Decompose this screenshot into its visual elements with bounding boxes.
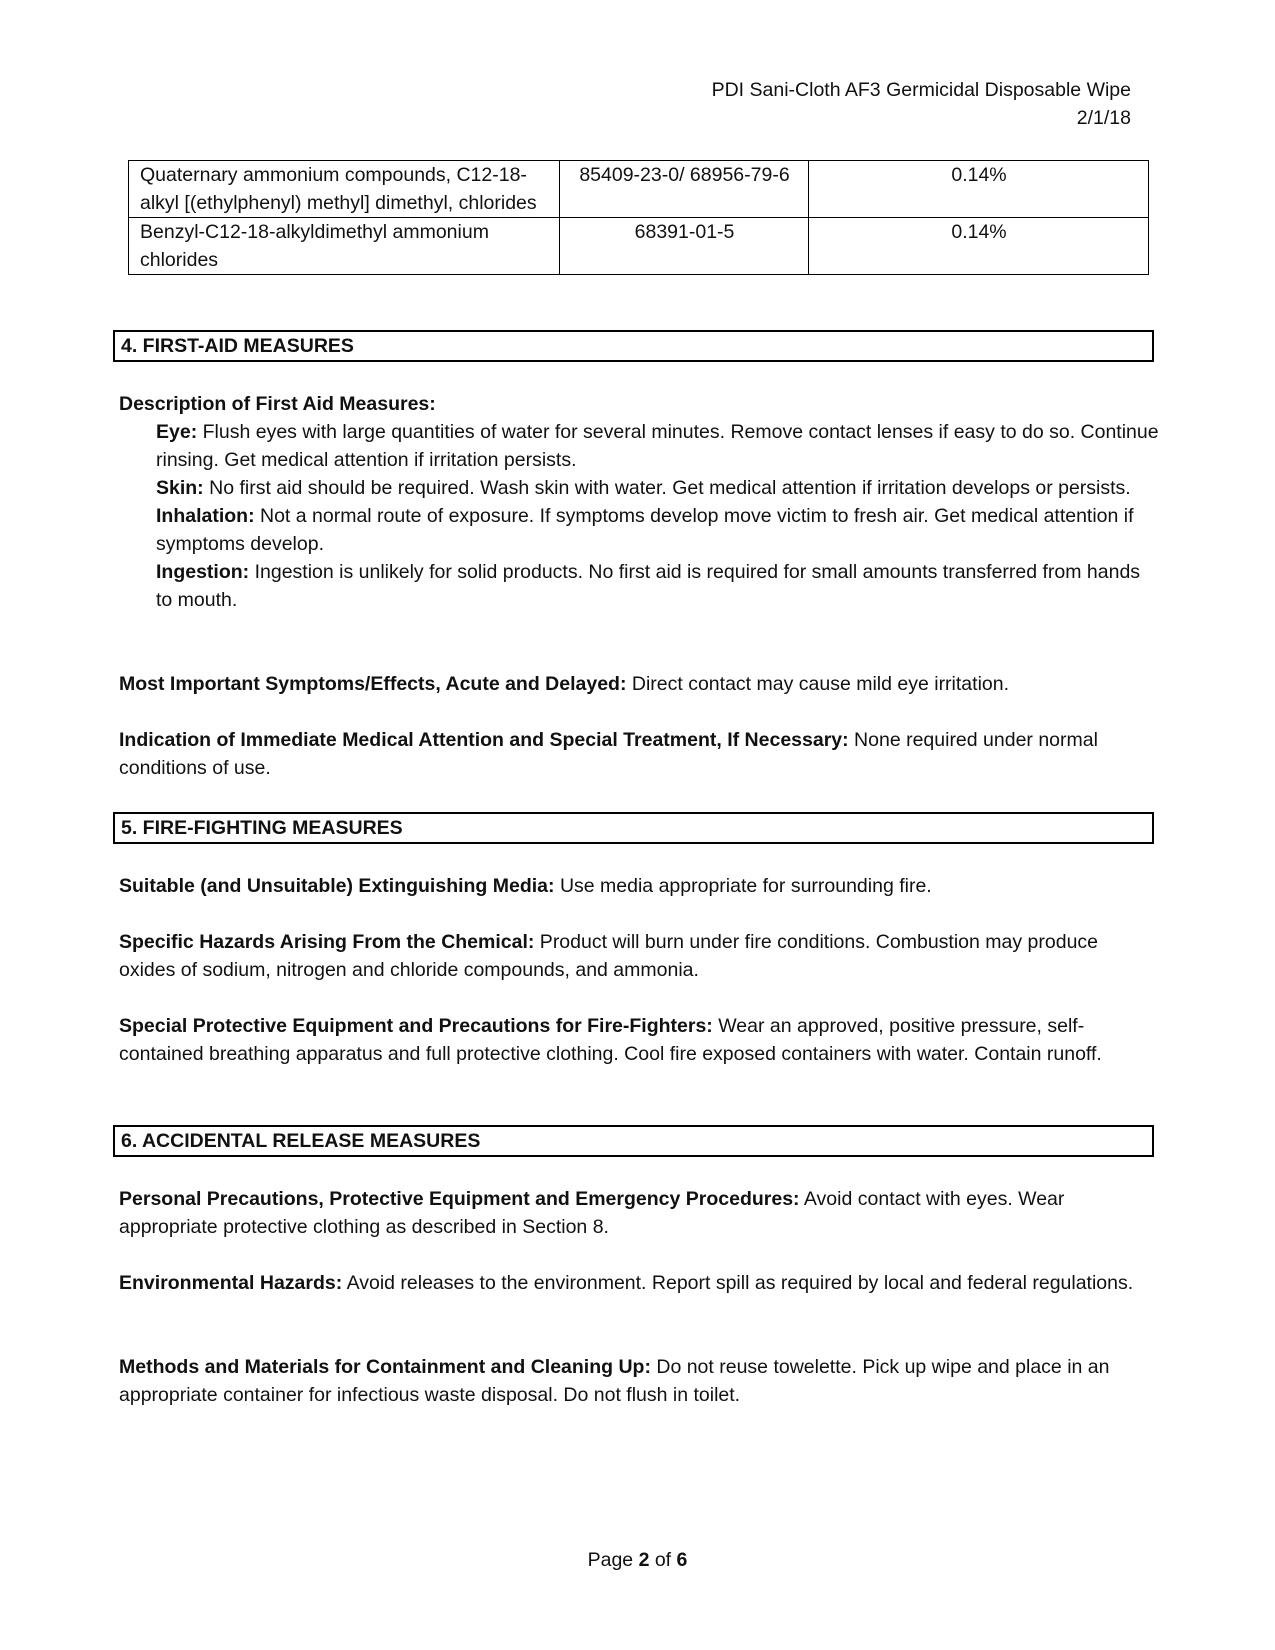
eye-label: Eye: <box>156 421 198 443</box>
personal-text: Avoid contact with eyes. Wear appropriate protective clothing as described in Section 8. <box>119 1188 1065 1238</box>
table-row <box>129 161 1149 218</box>
eye-measure <box>119 418 1159 474</box>
percent-cell: 0.14% <box>809 218 1149 275</box>
containment-methods-paragraph <box>119 1353 1159 1409</box>
ingestion-text: Ingestion is unlikely for solid products. No first aid is required for small amounts transferred from hands to mouth. <box>156 561 1141 611</box>
indication-label: Indication of Immediate Medical Attention and Special Treatment, If Necessary: <box>119 729 849 751</box>
of-word: of <box>649 1549 677 1571</box>
first-aid-description <box>119 390 1159 614</box>
hazards-text: Product will burn under fire conditions. Combustion may produce oxides of sodium, nitrogen and chloride compounds, and ammonia. <box>119 931 1099 981</box>
methods-text: Do not reuse towelette. Pick up wipe and place in an appropriate container for infectious waste disposal. Do not flush in toilet. <box>119 1356 1110 1406</box>
composition-table <box>128 160 1149 275</box>
inhalation-measure <box>119 502 1159 558</box>
indication-paragraph <box>119 726 1159 782</box>
media-text: Use media appropriate for surrounding fire. <box>554 875 932 897</box>
page-number <box>0 1546 1275 1574</box>
symptoms-text: Direct contact may cause mild eye irritation. <box>626 673 1010 695</box>
methods-label: Methods and Materials for Containment and Cleaning Up: <box>119 1356 651 1378</box>
protective-equipment-paragraph <box>119 1012 1159 1068</box>
chemical-name-cell: Quaternary ammonium compounds, C12-18-alkyl [(ethylphenyl) methyl] dimethyl, chlorides <box>129 161 560 218</box>
ingestion-label: Ingestion: <box>156 561 250 583</box>
environmental-text: Avoid releases to the environment. Report spill as required by local and federal regulations. <box>342 1272 1134 1294</box>
section-5-heading: 5. FIRE-FIGHTING MEASURES <box>113 812 1154 844</box>
document-date: 2/1/18 <box>1076 107 1131 129</box>
ingestion-measure <box>119 558 1159 614</box>
indication-text: None required under normal conditions of use. <box>119 729 1098 779</box>
environmental-hazards-paragraph <box>119 1269 1159 1297</box>
skin-label: Skin: <box>156 477 204 499</box>
specific-hazards-paragraph <box>119 928 1159 984</box>
document-title: PDI Sani-Cloth AF3 Germicidal Disposable Wipe <box>711 79 1131 101</box>
extinguishing-media-paragraph <box>119 872 1159 900</box>
current-page: 2 <box>638 1549 650 1571</box>
symptoms-paragraph <box>119 670 1159 698</box>
table-row <box>129 218 1149 275</box>
page-header <box>712 76 1131 132</box>
section-6-heading: 6. ACCIDENTAL RELEASE MEASURES <box>113 1125 1154 1157</box>
eye-text: Flush eyes with large quantities of water for several minutes. Remove contact lenses if easy to do so. Continue rinsing. Get medical attention if irritation persists. <box>156 421 1159 471</box>
environmental-label: Environmental Hazards: <box>119 1272 343 1294</box>
personal-precautions-paragraph <box>119 1185 1159 1241</box>
symptoms-label: Most Important Symptoms/Effects, Acute and Delayed: <box>119 673 627 695</box>
skin-measure <box>119 474 1159 502</box>
percent-cell: 0.14% <box>809 161 1149 218</box>
cas-number-cell: 85409-23-0/ 68956-79-6 <box>560 161 809 218</box>
protective-text: Wear an approved, positive pressure, self-contained breathing apparatus and full protective clothing. Cool fire exposed containers with water. Contain runoff. <box>119 1015 1102 1065</box>
page-word: Page <box>587 1549 639 1571</box>
protective-label: Special Protective Equipment and Precautions for Fire-Fighters: <box>119 1015 713 1037</box>
chemical-name-cell: Benzyl-C12-18-alkyldimethyl ammonium chlorides <box>129 218 560 275</box>
inhalation-label: Inhalation: <box>156 505 255 527</box>
total-pages: 6 <box>676 1549 688 1571</box>
inhalation-text: Not a normal route of exposure. If symptoms develop move victim to fresh air. Get medical attention if symptoms develop. <box>156 505 1134 555</box>
hazards-label: Specific Hazards Arising From the Chemical: <box>119 931 535 953</box>
description-heading: Description of First Aid Measures: <box>119 393 436 415</box>
skin-text: No first aid should be required. Wash skin with water. Get medical attention if irritation develops or persists. <box>203 477 1131 499</box>
media-label: Suitable (and Unsuitable) Extinguishing Media: <box>119 875 555 897</box>
personal-label: Personal Precautions, Protective Equipment and Emergency Procedures: <box>119 1188 800 1210</box>
cas-number-cell: 68391-01-5 <box>560 218 809 275</box>
section-4-heading: 4. FIRST-AID MEASURES <box>113 330 1154 362</box>
